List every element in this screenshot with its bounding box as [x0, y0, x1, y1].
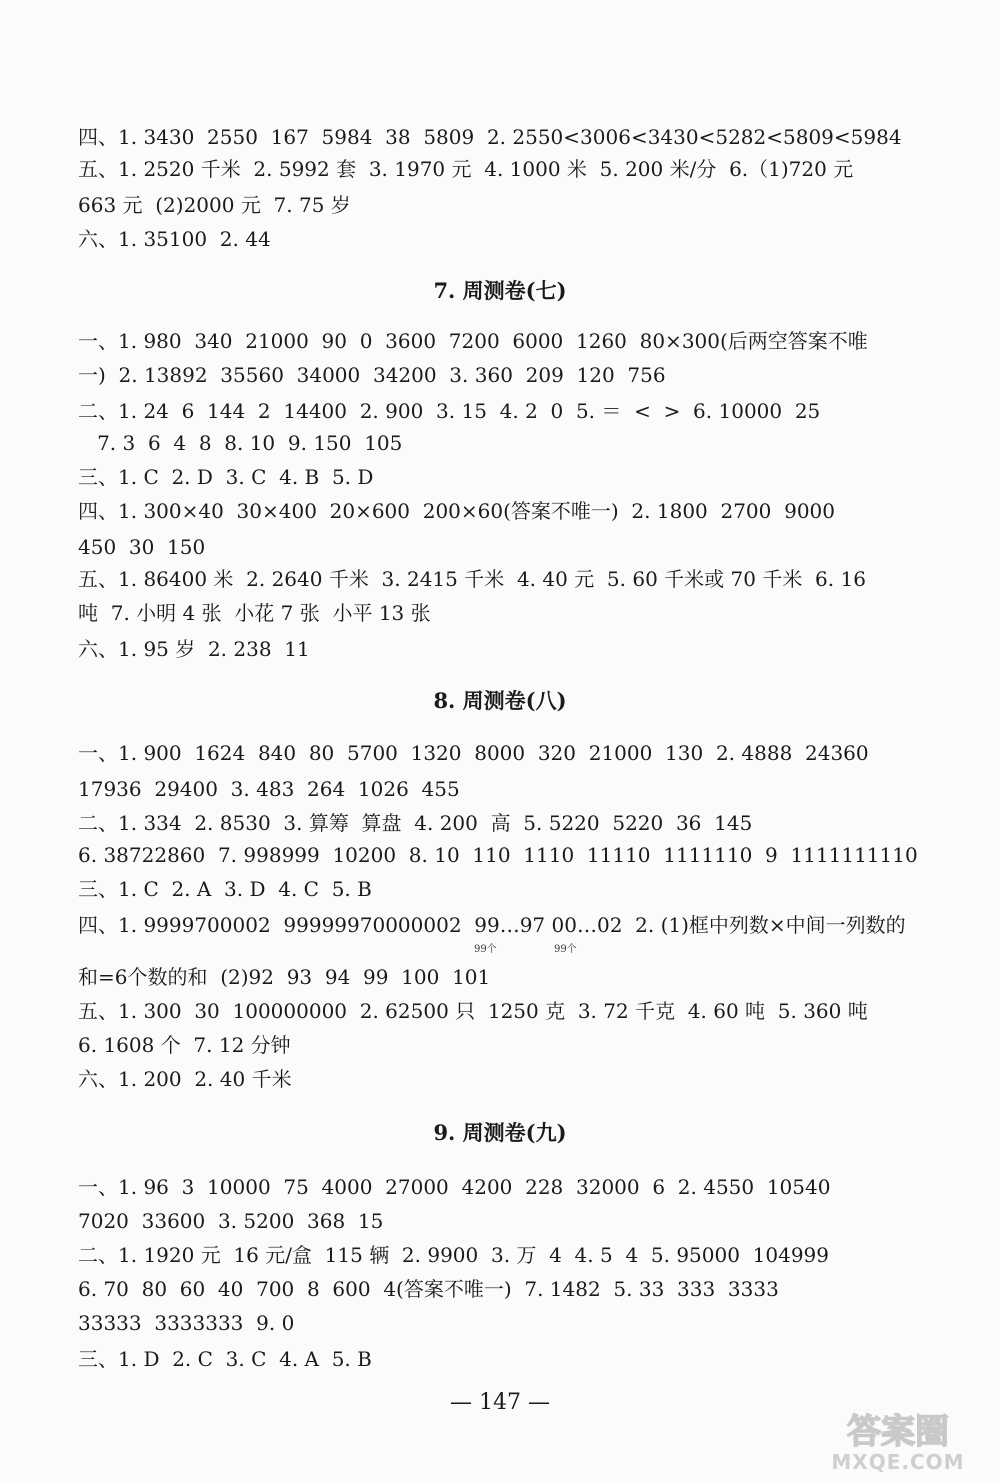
text-line: 一) 2. 13892 35560 34000 34200 3. 360 209 120 756 — [78, 363, 666, 387]
text-line: 三、1. C 2. A 3. D 4. C 5. B — [78, 877, 372, 901]
text-line: 663 元 (2)2000 元 7. 75 岁 — [78, 193, 351, 217]
text-line: 一、1. 96 3 10000 75 4000 27000 4200 228 32000 6 2. 4550 10540 — [78, 1175, 831, 1199]
watermark-text: 答案圈 — [847, 1412, 949, 1452]
text-line: 一、1. 980 340 21000 90 0 3600 7200 6000 1260 80×300(后两空答案不唯 — [78, 329, 868, 353]
text-line: 7. 3 6 4 8 8. 10 9. 150 105 — [78, 431, 403, 455]
text-line: 三、1. C 2. D 3. C 4. B 5. D — [78, 465, 374, 489]
page-number: — 147 — — [450, 1390, 550, 1415]
text-line: 6. 1608 个 7. 12 分钟 — [78, 1033, 291, 1057]
text-line: 一、1. 900 1624 840 80 5700 1320 8000 320 21000 130 2. 4888 24360 — [78, 741, 869, 765]
text-line: 7020 33600 3. 5200 368 15 — [78, 1209, 384, 1233]
text-line: 6. 38722860 7. 998999 10200 8. 10 110 1110 11110 1111110 9 1111111110 — [78, 843, 918, 867]
watermark-url: MXQE.COM — [831, 1450, 965, 1474]
text-line: 五、1. 86400 米 2. 2640 千米 3. 2415 千米 4. 40 元 5. 60 千米或 70 千米 6. 16 — [78, 567, 866, 591]
text-line: 六、1. 95 岁 2. 238 11 — [78, 637, 310, 661]
text-line: 六、1. 200 2. 40 千米 — [78, 1067, 292, 1091]
text-line: 450 30 150 — [78, 535, 206, 559]
text-line: 五、1. 2520 千米 2. 5992 套 3. 1970 元 4. 1000 米 5. 200 米/分 6.（1)720 元 — [78, 157, 854, 181]
brace-note: 99个 — [554, 944, 577, 955]
text-line: 17936 29400 3. 483 264 1026 455 — [78, 777, 460, 801]
section-heading: 8. 周测卷(八) — [433, 688, 567, 713]
section-heading: 7. 周测卷(七) — [433, 278, 567, 303]
text-line: 二、1. 1920 元 16 元/盒 115 辆 2. 9900 3. 万 4 4. 5 4 5. 95000 104999 — [78, 1243, 830, 1267]
text-line: 二、1. 24 6 144 2 14400 2. 900 3. 15 4. 2 0 5. ＝ < > 6. 10000 25 — [78, 399, 821, 423]
section-heading: 9. 周测卷(九) — [433, 1120, 567, 1145]
watermark-logo — [808, 1403, 988, 1475]
text-line: 六、1. 35100 2. 44 — [78, 227, 271, 251]
text-line: 6. 70 80 60 40 700 8 600 4(答案不唯一) 7. 1482 5. 33 333 3333 — [78, 1277, 779, 1301]
text-line: 四、1. 300×40 30×400 20×600 200×60(答案不唯一) 2. 1800 2700 9000 — [78, 499, 835, 523]
text-line: 四、1. 3430 2550 167 5984 38 5809 2. 2550<3006<3430<5282<5809<5984 — [78, 125, 902, 149]
text-line: 四、1. 9999700002 99999970000002 99…97 00…02 2. (1)框中列数×中间一列数的 — [78, 913, 906, 937]
text-line: 三、1. D 2. C 3. C 4. A 5. B — [78, 1347, 372, 1371]
brace-note: 99个 — [474, 944, 497, 955]
text-line: 和=6个数的和 (2)92 93 94 99 100 101 — [78, 965, 491, 989]
text-line: 二、1. 334 2. 8530 3. 算筹 算盘 4. 200 高 5. 5220 5220 36 145 — [78, 811, 753, 835]
text-line: 吨 7. 小明 4 张 小花 7 张 小平 13 张 — [78, 601, 431, 625]
text-line: 33333 3333333 9. 0 — [78, 1311, 295, 1335]
text-line: 五、1. 300 30 100000000 2. 62500 只 1250 克 3. 72 千克 4. 60 吨 5. 360 吨 — [78, 999, 868, 1023]
